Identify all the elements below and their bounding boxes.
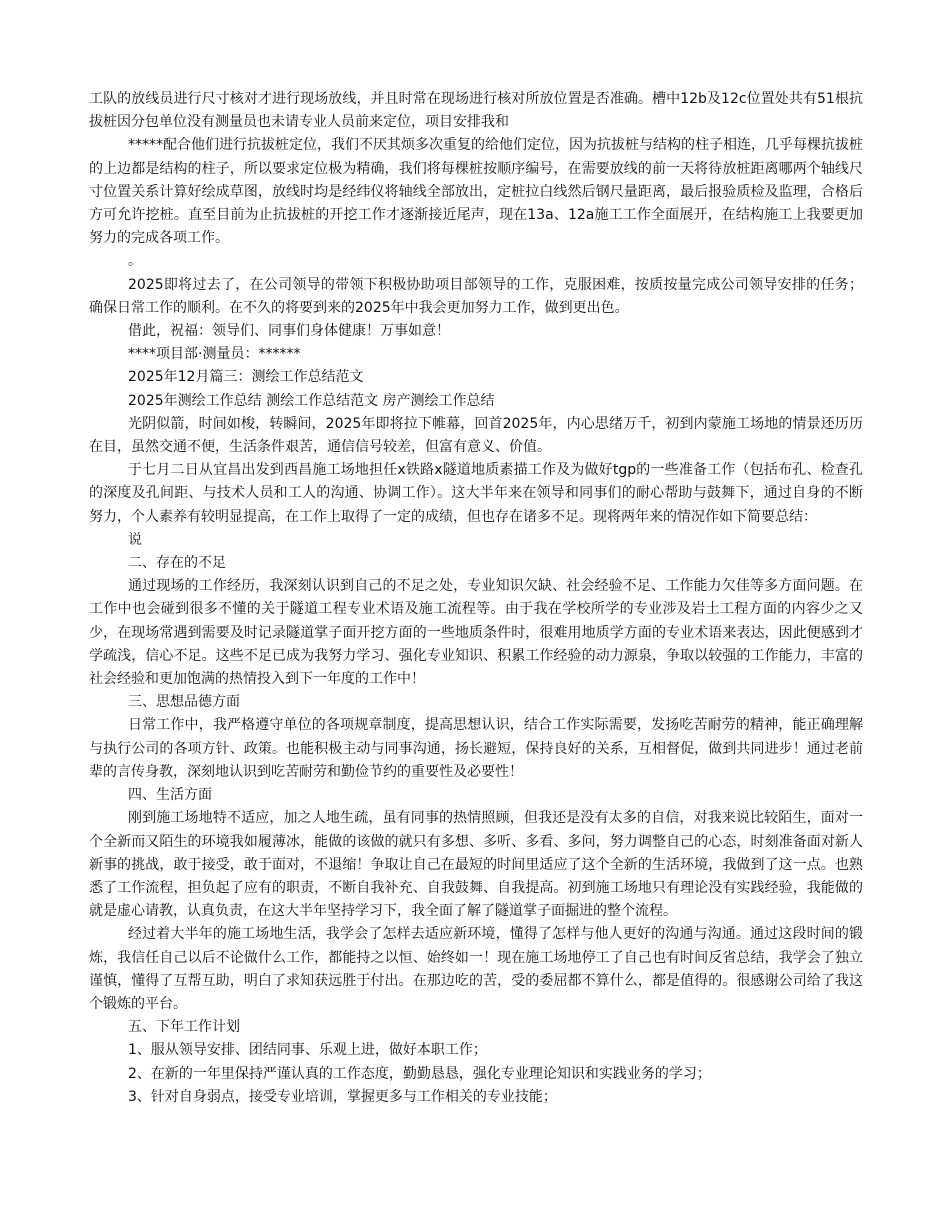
subtitle-line: 2025年测绘工作总结 测绘工作总结范文 房产测绘工作总结 [128, 392, 495, 409]
list-item: 1、服从领导安排、团结同事、乐观上进，做好本职工作； [128, 1042, 487, 1059]
section-heading: 二、存在的不足 [128, 555, 226, 572]
section-heading: 五、下年工作计划 [128, 1019, 240, 1036]
paragraph: 工队的放线员进行尺寸核对才进行现场放线，并且时常在现场进行核对所放位置是否准确。槽中12b及12c位置处共有51根抗拔桩因分包单位没有测量员也未请专业人员前来定位，项目安排我和 [89, 91, 863, 131]
paragraph: 经过着大半年的施工场地生活，我学会了怎样去适应新环境，懂得了怎样与他人更好的沟通与沟通。通过这段时间的锻炼，我信任自己以后不论做什么工作，都能持之以恒、始终如一！现在施工场地停工了自己也有时间反省总结，我学会了独立谨慎，懂得了互帮互助，明白了求知获远胜于付出。在那边吃的苦，受的委屈都不算什么，都是值得的。很感谢公司给了我这个锻炼的平台。 [89, 926, 863, 1012]
paragraph: 日常工作中，我严格遵守单位的各项规章制度，提高思想认识，结合工作实际需要，发扬吃苦耐劳的精神，能正确理解与执行公司的各项方针、政策。也能积极主动与同事沟通，扬长避短，保持良好的关系，互相督促，做到共同进步！通过老前辈的言传身教，深刻地认识到吃苦耐劳和勤俭节约的重要性及必要性！ [89, 717, 863, 780]
list-item: 3、针对自身弱点，接受专业培训，掌握更多与工作相关的专业技能； [128, 1088, 557, 1105]
list-item: 2、在新的一年里保持严谨认真的工作态度，勤勤恳恳，强化专业理论知识和实践业务的学习； [128, 1065, 711, 1082]
paragraph: 于七月二日从宜昌出发到西昌施工场地担任x铁路x隧道地质素描工作及为做好tgp的一些准备工作（包括布孔、检查孔的深度及孔间距、与技术人员和工人的沟通、协调工作）。这大半年来在领导和同事们的耐心帮助与鼓舞下，通过自身的不断努力，个人素养有较明显提高，在工作上取得了一定的成绩，但也存在诸多不足。现将两年来的情况作如下简要总结： [89, 462, 863, 525]
paragraph: 通过现场的工作经历，我深刻认识到自己的不足之处，专业知识欠缺、社会经验不足、工作能力欠佳等多方面问题。在工作中也会碰到很多不懂的关于隧道工程专业术语及施工流程等。由于我在学校所学的专业涉及岩土工程方面的内容少之又少，在现场常遇到需要及时记录隧道掌子面开挖方面的一些地质条件时，很难用地质学方面的专业术语来表达，因此便感到才学疏浅，信心不足。这些不足已成为我努力学习、强化专业知识、积累工作经验的动力源泉，争取以较强的工作能力，丰富的社会经验和更加饱满的热情投入到下一年度的工作中！ [89, 578, 863, 688]
document-page [89, 88, 863, 1109]
paragraph: 刚到施工场地特不适应，加之人地生疏，虽有同事的热情照顾，但我还是没有太多的自信，对我来说比较陌生，面对一个全新而又陌生的环境我如履薄冰，能做的该做的就只有多想、多听、多看、多问，努力调整自己的心态，时刻准备面对新人新事的挑战，敢于接受，敢于面对，不退缩！争取让自己在最短的时间里适应了这个全新的生活环境，我做到了这一点。也熟悉了工作流程，担负起了应有的职责，不断自我补充、自我鼓舞、自我提高。初到施工场地只有理论没有实践经验，我能做的就是虚心请教，认真负责，在这大半年坚持学习下，我全面了解了隧道掌子面掘进的整个流程。 [89, 810, 863, 920]
section-heading: 2025年12月篇三：测绘工作总结范文 [128, 369, 364, 386]
paragraph: 说 [128, 531, 142, 548]
paragraph: 借此，祝福：领导们、同事们身体健康！万事如意！ [128, 323, 450, 340]
paragraph: 2025即将过去了，在公司领导的带领下积极协助项目部领导的工作，克服困难，按质按量完成公司领导安排的任务；确保日常工作的顺利。在不久的将要到来的2025年中我会更加努力工作，做到更出色。 [89, 276, 863, 316]
paragraph: 光阴似箭，时间如梭，转瞬间，2025年即将拉下帷幕，回首2025年，内心思绪万千，初到内蒙施工场地的情景还历历在目，虽然交通不便，生活条件艰苦，通信信号较差，但富有意义、价值。 [89, 415, 863, 456]
signature-line: ****项目部·测量员：****** [128, 346, 301, 363]
paragraph: *****配合他们进行抗拔桩定位，我们不厌其烦多次重复的给他们定位，因为抗拔桩与结构的柱子相连，几乎每棵抗拔桩的上边都是结构的柱子，所以要求定位极为精确，我们将每棵桩按顺序编号，在需要放线的前一天将待放桩距离哪两个轴线尺寸位置关系计算好绘成草图，放线时均是经纬仪将轴线全部放出，定桩拉白线然后钢尺量距离，最后报验质检及监理，合格后方可允许挖桩。直至目前为止抗拔桩的开挖工作才逐渐接近尾声，现在13a、12a施工工作全面展开，在结构施工上我要更加努力的完成各项工作。 [89, 137, 863, 247]
section-heading: 四、生活方面 [128, 787, 212, 804]
paragraph: 。 [128, 253, 142, 270]
section-heading: 三、思想品德方面 [128, 694, 240, 711]
